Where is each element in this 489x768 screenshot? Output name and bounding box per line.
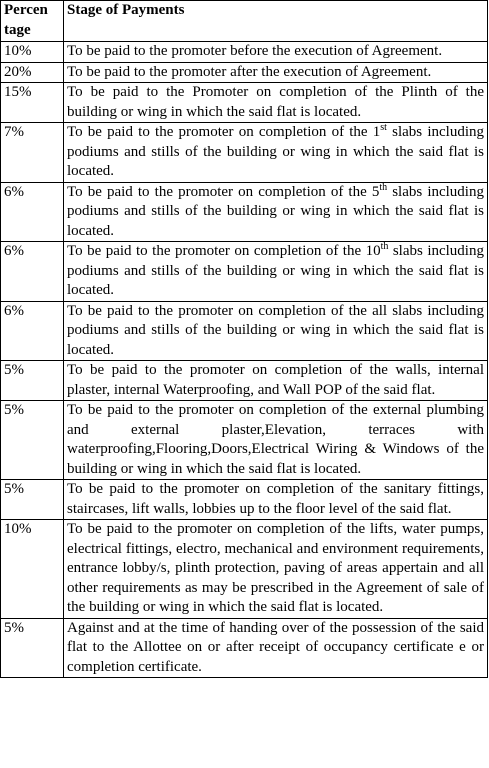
percentage-cell: 5% — [1, 401, 64, 480]
stage-description-cell — [64, 242, 488, 302]
table-row — [1, 123, 488, 183]
table-row — [1, 301, 488, 361]
ordinal-suffix: th — [380, 241, 389, 252]
header-row — [1, 1, 488, 42]
table-row — [1, 480, 488, 520]
percentage-cell: 5% — [1, 361, 64, 401]
percentage-cell: 6% — [1, 301, 64, 361]
stage-description-cell — [64, 618, 488, 678]
stage-text: To be paid to the promoter on completion of the lifts, water pumps, electrical fittings, electro, mechanical and environment requirements, entrance lobby/s, plinth protection, paving of areas appertain and all other requirements as may be prescribed in the Agreement of sale of the building or wing in which the said flat is located. — [67, 521, 484, 615]
stage-text: To be paid to the promoter after the execution of Agreement. — [67, 63, 432, 80]
table-row — [1, 62, 488, 83]
stage-text-continued: slabs including podiums and stills of the building or wing in which the said flat is located. — [67, 124, 484, 179]
table-row — [1, 520, 488, 619]
table-row — [1, 618, 488, 678]
stage-description-cell — [64, 182, 488, 242]
stage-description-cell — [64, 42, 488, 63]
stage-description-cell — [64, 123, 488, 183]
stage-description-cell — [64, 480, 488, 520]
percentage-cell: 10% — [1, 42, 64, 63]
stage-text-continued: slabs including podiums and stills of the building or wing in which the said flat is located. — [67, 183, 484, 239]
stage-description-cell — [64, 401, 488, 480]
header-stage-of-payments: Stage of Payments — [64, 1, 488, 42]
percentage-cell: 7% — [1, 123, 64, 183]
stage-description-cell — [64, 520, 488, 619]
percentage-cell: 5% — [1, 480, 64, 520]
stage-text-continued: slabs including podiums and stills of the building or wing in which the said flat is located. — [67, 243, 484, 298]
stage-description-cell — [64, 301, 488, 361]
stage-description-cell — [64, 361, 488, 401]
stage-description-cell — [64, 83, 488, 123]
table-row — [1, 401, 488, 480]
stage-description-cell — [64, 62, 488, 83]
stage-text: To be paid to the promoter before the execution of Agreement. — [67, 43, 443, 59]
table-row — [1, 42, 488, 63]
table-row — [1, 361, 488, 401]
stage-text: To be paid to the Promoter on completion of the Plinth of the building or wing in which the said flat is located. — [67, 84, 484, 120]
table-row — [1, 182, 488, 242]
stage-text: To be paid to the promoter on completion of the all slabs including podiums and stills of the building or wing in which the said flat is located. — [67, 302, 484, 358]
stage-text: To be paid to the promoter on completion of the 1 — [67, 124, 381, 140]
stage-text: To be paid to the promoter on completion of the 5 — [67, 183, 380, 200]
percentage-cell: 15% — [1, 83, 64, 123]
table-body — [1, 42, 488, 678]
ordinal-suffix: st — [380, 122, 387, 133]
table-row — [1, 83, 488, 123]
stage-text: Against and at the time of handing over of the possession of the said flat to the Allottee on or after receipt of occupancy certificate e or completion certificate. — [67, 619, 484, 675]
percentage-cell: 10% — [1, 520, 64, 619]
table-row — [1, 242, 488, 302]
percentage-cell: 5% — [1, 618, 64, 678]
percentage-cell: 6% — [1, 182, 64, 242]
stage-text: To be paid to the promoter on completion of the walls, internal plaster, internal Waterproofing, and Wall POP of the said flat. — [67, 362, 484, 398]
header-percentage: Percen tage — [1, 1, 64, 42]
stage-text: To be paid to the promoter on completion of the 10 — [67, 243, 381, 259]
ordinal-suffix: th — [379, 181, 388, 193]
percentage-cell: 6% — [1, 242, 64, 302]
stage-text: To be paid to the promoter on completion of the external plumbing and external plaster,Elevation, terraces with waterproofing,Flooring,Doors,Electrical Wiring & Windows of the building or wing in which the said flat is located. — [67, 402, 484, 477]
percentage-cell: 20% — [1, 62, 64, 83]
stage-text: To be paid to the promoter on completion of the sanitary fittings, staircases, lift walls, lobbies up to the floor level of the said flat. — [67, 481, 484, 517]
